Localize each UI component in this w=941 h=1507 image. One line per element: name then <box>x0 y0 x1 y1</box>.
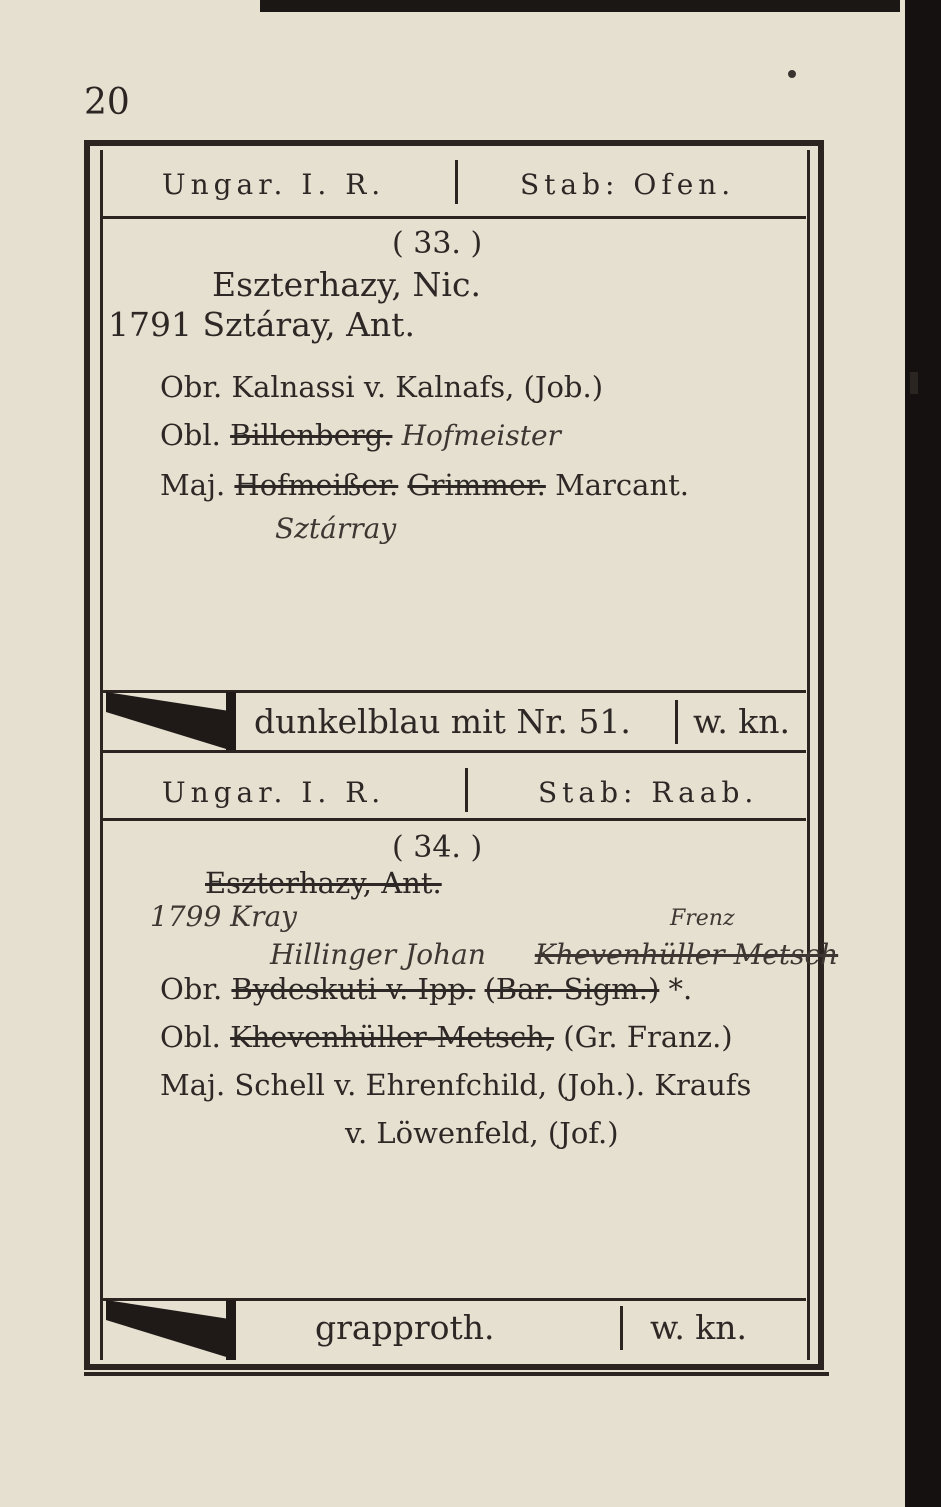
obr-paren-struck: (Bar. Sigm.) <box>484 972 660 1006</box>
maj-handwritten: Sztárray <box>275 512 397 545</box>
staff-location: Stab: Raab. <box>538 776 759 809</box>
maj-label: Maj. <box>160 1068 226 1102</box>
header-rule <box>100 818 806 821</box>
facing-color: dunkelblau mit Nr. 51. <box>254 702 631 741</box>
entry-separator <box>100 750 806 753</box>
staff-location: Stab: Ofen. <box>520 168 736 201</box>
bottom-rule <box>84 1372 829 1376</box>
second-owner <box>108 305 415 344</box>
scan-edge <box>260 0 900 12</box>
entry-header <box>100 150 810 220</box>
obr-row <box>160 370 603 404</box>
handwritten-line <box>270 938 838 971</box>
obl-struck: Billenberg. <box>230 418 393 452</box>
header-divider <box>465 768 468 812</box>
obl-handwritten: Hofmeister <box>401 419 561 452</box>
footer-divider <box>675 700 678 744</box>
maj-value: Marcant. <box>555 468 690 502</box>
black-wedge <box>106 1300 236 1360</box>
maj-row <box>160 468 689 502</box>
hand-year: 1799 <box>150 900 222 933</box>
obr-struck: Bydeskuti v. Ipp. <box>231 972 476 1006</box>
maj-value-2: v. Löwenfeld, (Jof.) <box>345 1116 619 1150</box>
obr-value: Kalnassi v. Kalnafs, (Job.) <box>231 370 604 404</box>
handwritten-owner <box>150 900 297 933</box>
owner-name-2: Sztáray, Ant. <box>202 305 415 344</box>
hand-above: Frenz <box>670 906 735 931</box>
maj-struck-1: Hofmeißer. <box>234 468 399 502</box>
maj-row <box>160 1068 751 1102</box>
obr-mark: *. <box>668 972 693 1006</box>
ink-dot <box>788 70 796 78</box>
obl-struck: Khevenhüller-Metsch, <box>230 1020 555 1054</box>
obr-row <box>160 972 692 1006</box>
footer-divider <box>620 1306 623 1350</box>
button-color: w. kn. <box>650 1308 748 1347</box>
regiment-number: ( 34. ) <box>392 830 483 865</box>
obr-label: Obr. <box>160 370 223 404</box>
hand-struck: Khevenhüller Metsch <box>534 938 839 971</box>
button-color: w. kn. <box>693 702 791 741</box>
regiment-label: Ungar. I. R. <box>162 776 386 809</box>
hand-colonel: Hillinger Johan <box>270 938 486 971</box>
maj-struck-2: Grimmer. <box>407 468 546 502</box>
owner-name-struck: Eszterhazy, Ant. <box>205 866 442 900</box>
header-rule <box>100 216 806 219</box>
owner-year: 1791 <box>108 305 192 344</box>
owner-name: Eszterhazy, Nic. <box>212 265 481 304</box>
black-wedge <box>106 692 236 752</box>
obl-label: Obl. <box>160 418 221 452</box>
obl-row <box>160 418 561 452</box>
maj-value: Schell v. Ehrenfchild, (Joh.). Kraufs <box>234 1068 752 1102</box>
spine-mark <box>910 372 918 394</box>
obl-label: Obl. <box>160 1020 221 1054</box>
regiment-number: ( 33. ) <box>392 226 483 261</box>
facing-color: grapproth. <box>315 1308 495 1347</box>
hand-name: Kray <box>230 900 297 933</box>
maj-label: Maj. <box>160 468 226 502</box>
book-spine <box>905 0 941 1507</box>
header-divider <box>455 160 458 204</box>
obl-value: (Gr. Franz.) <box>563 1020 733 1054</box>
page-number: 20 <box>84 82 130 123</box>
obl-row <box>160 1020 733 1054</box>
regiment-label: Ungar. I. R. <box>162 168 386 201</box>
obr-label: Obr. <box>160 972 223 1006</box>
